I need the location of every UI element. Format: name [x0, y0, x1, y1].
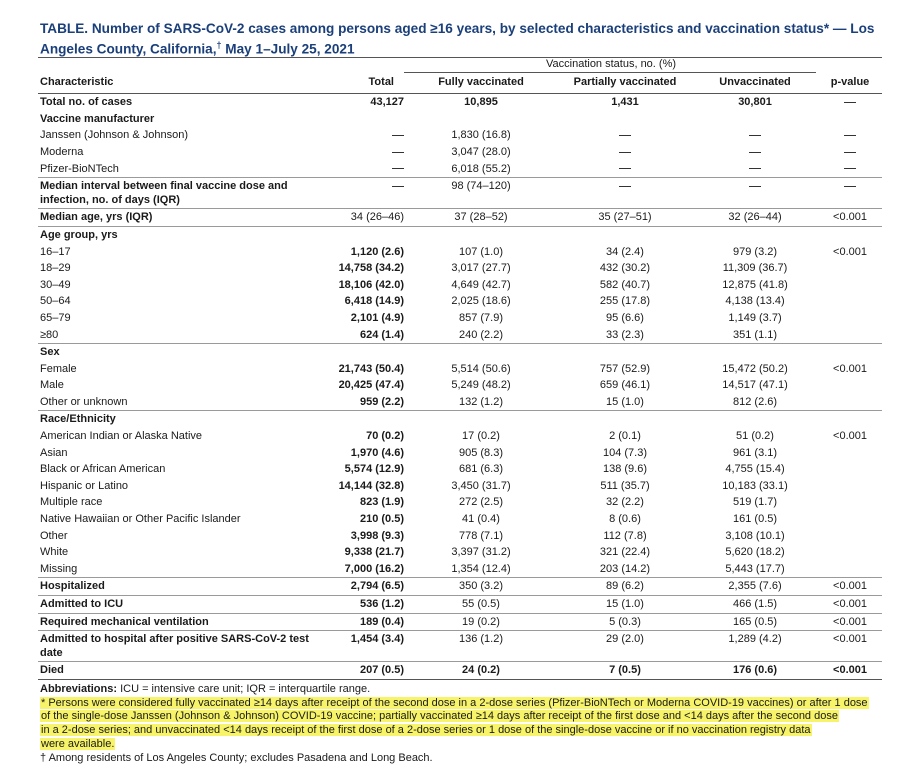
p-value-cell — [816, 528, 882, 545]
table-row — [38, 127, 882, 144]
total-cell: 6,418 (14.9) — [344, 295, 404, 308]
table-row — [38, 511, 882, 528]
empty-cell — [816, 226, 882, 243]
p-value-cell — [816, 144, 882, 161]
fully-vaccinated-cell: 3,047 (28.0) — [451, 145, 511, 158]
fully-vaccinated-cell: 55 (0.5) — [404, 596, 556, 614]
p-value-cell — [816, 310, 882, 327]
p-value-cell — [816, 161, 882, 178]
fully-vaccinated-cell: 3,397 (31.2) — [451, 546, 511, 559]
row-label: 16–17 — [40, 245, 71, 258]
em-dash — [844, 186, 856, 187]
unvaccinated-cell: 161 (0.5) — [733, 513, 778, 526]
total-cell: 536 (1.2) — [314, 596, 404, 614]
unvaccinated-cell: 5,443 (17.7) — [725, 562, 785, 575]
em-dash — [749, 186, 761, 187]
total-cell: 18,106 (42.0) — [338, 278, 404, 291]
p-value-cell — [816, 445, 882, 462]
header-row — [38, 73, 882, 94]
p-value-cell — [816, 260, 882, 277]
row-label: Native Hawaiian or Other Pacific Islander — [40, 513, 241, 526]
title-text: Number of SARS-CoV-2 cases among persons aged ≥16 years, by selected characteristics and vaccination status* — Los Angeles County, California, — [40, 21, 875, 57]
row-label: Janssen (Johnson & Johnson) — [40, 129, 188, 142]
em-dash — [844, 168, 856, 169]
vaccination-definition-note-line — [40, 710, 900, 724]
total-cell: 207 (0.5) — [314, 662, 404, 680]
table-row — [38, 94, 882, 111]
empty-cell — [692, 344, 816, 361]
partially-vaccinated-cell: 203 (14.2) — [599, 562, 651, 575]
table-row — [38, 310, 882, 327]
fully-vaccinated-cell: 3,450 (31.7) — [451, 479, 511, 492]
total-cell: 9,338 (21.7) — [344, 546, 404, 559]
partially-vaccinated-cell: 582 (40.7) — [599, 278, 651, 291]
p-value-cell — [816, 127, 882, 144]
fully-vaccinated-cell: 10,895 — [464, 96, 498, 109]
total-cell: 7,000 (16.2) — [344, 562, 404, 575]
fully-vaccinated-cell: 136 (1.2) — [404, 631, 556, 662]
em-dash — [392, 168, 404, 169]
unvaccinated-cell: 979 (3.2) — [733, 245, 778, 258]
p-value-cell — [816, 461, 882, 478]
empty-cell — [692, 411, 816, 428]
fully-vaccinated-cell: 240 (2.2) — [458, 328, 504, 341]
total-cell: 189 (0.4) — [314, 613, 404, 631]
group-heading: Vaccine manufacturer — [40, 112, 155, 125]
partially-vaccinated-cell: 34 (2.4) — [606, 245, 644, 258]
total-cell: 823 (1.9) — [359, 496, 404, 509]
p-value-cell — [816, 94, 882, 111]
partially-vaccinated-cell: 757 (52.9) — [599, 362, 651, 375]
table-row — [38, 613, 882, 631]
fully-vaccinated-cell: 24 (0.2) — [404, 662, 556, 680]
p-value-cell: <0.001 — [816, 662, 882, 680]
partially-vaccinated-cell: 2 (0.1) — [609, 430, 641, 443]
table-footnotes — [40, 683, 900, 765]
empty-cell — [816, 411, 882, 428]
row-label: White — [40, 546, 69, 559]
fully-vaccinated-cell: 98 (74–120) — [404, 178, 556, 209]
p-value-cell: <0.001 — [833, 245, 867, 258]
column-header-fully-vaccinated: Fully vaccinated — [438, 75, 524, 88]
table-row — [38, 544, 882, 561]
total-cell: 5,574 (12.9) — [344, 463, 404, 476]
unvaccinated-cell: 812 (2.6) — [733, 395, 778, 408]
residence-note: † Among residents of Los Angeles County; excludes Pasadena and Long Beach. — [40, 751, 433, 764]
partially-vaccinated-cell: 1,431 — [611, 96, 639, 109]
table-row — [38, 662, 882, 680]
row-label: Median age, yrs (IQR) — [38, 209, 314, 227]
empty-cell — [314, 411, 404, 428]
fully-vaccinated-cell: 778 (7.1) — [458, 529, 504, 542]
row-label: Moderna — [40, 145, 84, 158]
em-dash — [392, 135, 404, 136]
total-cell — [314, 127, 404, 144]
empty-cell — [692, 111, 816, 128]
row-label: Other or unknown — [40, 395, 128, 408]
fully-vaccinated-cell: 857 (7.9) — [458, 311, 504, 324]
row-label: Median interval between final vaccine dose and infection, no. of days (IQR) — [38, 178, 314, 209]
unvaccinated-cell: 15,472 (50.2) — [722, 362, 788, 375]
p-value-cell: <0.001 — [833, 362, 867, 375]
vaccination-definition-note-line — [40, 738, 900, 752]
table-row — [38, 327, 882, 344]
em-dash — [844, 135, 856, 136]
group-heading-row — [38, 344, 882, 361]
partially-vaccinated-cell — [556, 161, 692, 178]
row-label: Other — [40, 529, 68, 542]
row-label: Admitted to hospital after positive SARS-CoV-2 test date — [38, 631, 314, 662]
partially-vaccinated-cell: 432 (30.2) — [599, 262, 651, 275]
unvaccinated-cell: 519 (1.7) — [733, 496, 778, 509]
p-value-cell: <0.001 — [816, 613, 882, 631]
partially-vaccinated-cell — [556, 127, 692, 144]
fully-vaccinated-cell: 1,830 (16.8) — [451, 129, 511, 142]
fully-vaccinated-cell: 107 (1.0) — [458, 245, 504, 258]
table-row — [38, 461, 882, 478]
highlighted-text: of the single-dose Janssen (Johnson & Johnson) COVID-19 vaccine; partially vaccinated ≥14 days after receipt of the first dose and <14 days after the second dose — [41, 710, 838, 723]
vaccination-status-header: Vaccination status, no. (%) — [404, 58, 816, 72]
table-row — [38, 528, 882, 545]
em-dash — [392, 152, 404, 153]
row-label: ≥80 — [40, 328, 59, 341]
total-cell — [314, 178, 404, 209]
abbreviations-note — [40, 683, 900, 697]
title-prefix: TABLE. — [40, 21, 89, 36]
em-dash — [844, 152, 856, 153]
p-value-cell: <0.001 — [833, 430, 867, 443]
row-label: Hospitalized — [38, 578, 314, 596]
row-label: Multiple race — [40, 496, 103, 509]
total-cell: 1,120 (2.6) — [350, 245, 404, 258]
row-label: Male — [40, 379, 64, 392]
unvaccinated-cell: 51 (0.2) — [736, 430, 774, 443]
total-cell: 43,127 — [370, 96, 404, 109]
p-value-cell: <0.001 — [816, 596, 882, 614]
fully-vaccinated-cell: 350 (3.2) — [404, 578, 556, 596]
row-label: 50–64 — [40, 295, 71, 308]
table-row — [38, 293, 882, 310]
partially-vaccinated-cell: 104 (7.3) — [602, 446, 648, 459]
row-label: Required mechanical ventilation — [38, 613, 314, 631]
data-table — [38, 57, 882, 680]
row-label: Died — [38, 662, 314, 680]
highlighted-text: were available. — [41, 737, 115, 750]
partially-vaccinated-cell: 255 (17.8) — [599, 295, 651, 308]
unvaccinated-cell: 14,517 (47.1) — [722, 379, 788, 392]
unvaccinated-cell: 3,108 (10.1) — [725, 529, 785, 542]
unvaccinated-cell: 1,289 (4.2) — [692, 631, 816, 662]
column-header-p-value: p-value — [830, 75, 870, 88]
p-value-cell — [816, 394, 882, 411]
em-dash — [749, 135, 761, 136]
em-dash — [619, 168, 631, 169]
em-dash — [619, 186, 631, 187]
empty-cell — [556, 111, 692, 128]
total-cell: 3,998 (9.3) — [350, 529, 404, 542]
partially-vaccinated-cell: 8 (0.6) — [609, 513, 641, 526]
empty-cell — [314, 226, 404, 243]
fully-vaccinated-cell: 905 (8.3) — [458, 446, 504, 459]
table-row — [38, 445, 882, 462]
empty-cell — [816, 111, 882, 128]
abbreviations-text: ICU = intensive care unit; IQR = interquartile range. — [120, 683, 371, 695]
column-header-partially-vaccinated: Partially vaccinated — [573, 75, 677, 88]
p-value-cell — [816, 293, 882, 310]
fully-vaccinated-cell: 17 (0.2) — [462, 430, 500, 443]
p-value-cell — [816, 277, 882, 294]
unvaccinated-cell: 10,183 (33.1) — [722, 479, 788, 492]
empty-cell — [404, 411, 556, 428]
empty-cell — [816, 344, 882, 361]
row-label: Black or African American — [40, 463, 166, 476]
unvaccinated-cell: 961 (3.1) — [733, 446, 778, 459]
fully-vaccinated-cell: 4,649 (42.7) — [451, 278, 511, 291]
unvaccinated-cell: 11,309 (36.7) — [722, 262, 788, 275]
table-row — [38, 561, 882, 578]
table-row — [38, 277, 882, 294]
group-heading-row — [38, 411, 882, 428]
row-label: Asian — [40, 446, 68, 459]
column-header-total: Total — [368, 75, 394, 88]
total-cell — [314, 144, 404, 161]
empty-cell — [404, 111, 556, 128]
column-header-characteristic: Characteristic — [40, 75, 114, 88]
unvaccinated-cell: 5,620 (18.2) — [725, 546, 785, 559]
partially-vaccinated-cell: 138 (9.6) — [602, 463, 648, 476]
title-date: May 1–July 25, 2021 — [225, 41, 355, 57]
total-cell: 959 (2.2) — [359, 395, 404, 408]
unvaccinated-cell: 32 (26–44) — [692, 209, 816, 227]
p-value-cell — [816, 178, 882, 209]
table-row — [38, 494, 882, 511]
partially-vaccinated-cell: 7 (0.5) — [556, 662, 692, 680]
empty-cell — [692, 226, 816, 243]
unvaccinated-cell — [692, 178, 816, 209]
group-heading-row — [38, 111, 882, 128]
row-label: Female — [40, 362, 77, 375]
total-cell: 1,970 (4.6) — [350, 446, 404, 459]
table-row — [38, 596, 882, 614]
partially-vaccinated-cell: 15 (1.0) — [556, 596, 692, 614]
table-row — [38, 209, 882, 227]
highlighted-text: * Persons were considered fully vaccinated ≥14 days after receipt of the second dose in a 2-dose series (Pfizer-BioNTech or Moderna COVID-19 vaccines) or after 1 dose — [41, 696, 868, 709]
empty-cell — [556, 226, 692, 243]
total-cell: 34 (26–46) — [314, 209, 404, 227]
empty-cell — [314, 111, 404, 128]
partially-vaccinated-cell: 112 (7.8) — [603, 529, 647, 542]
unvaccinated-cell: 351 (1.1) — [733, 328, 778, 341]
p-value-cell — [816, 561, 882, 578]
unvaccinated-cell: 30,801 — [738, 96, 772, 109]
vaccination-definition-note-line — [40, 697, 900, 711]
row-label: American Indian or Alaska Native — [40, 430, 203, 443]
total-cell: 14,144 (32.8) — [338, 479, 404, 492]
unvaccinated-cell: 12,875 (41.8) — [722, 278, 788, 291]
partially-vaccinated-cell: 33 (2.3) — [606, 328, 644, 341]
partially-vaccinated-cell — [556, 178, 692, 209]
total-cell: 2,794 (6.5) — [314, 578, 404, 596]
unvaccinated-cell: 1,149 (3.7) — [728, 311, 782, 324]
table-row — [38, 578, 882, 596]
em-dash — [392, 186, 404, 187]
total-cell: 210 (0.5) — [359, 513, 404, 526]
p-value-cell: <0.001 — [816, 209, 882, 227]
partially-vaccinated-cell — [556, 144, 692, 161]
total-cell: 21,743 (50.4) — [338, 362, 404, 375]
partially-vaccinated-cell: 29 (2.0) — [556, 631, 692, 662]
abbreviations-label: Abbreviations: — [40, 683, 118, 695]
table-row — [38, 478, 882, 495]
fully-vaccinated-cell: 19 (0.2) — [404, 613, 556, 631]
fully-vaccinated-cell: 681 (6.3) — [458, 463, 504, 476]
table-row — [38, 244, 882, 261]
table-row — [38, 144, 882, 161]
empty-cell — [556, 344, 692, 361]
table-row — [38, 428, 882, 445]
total-cell: 624 (1.4) — [359, 328, 404, 341]
table-row — [38, 178, 882, 209]
vaccination-definition-note-line — [40, 724, 900, 738]
partially-vaccinated-cell: 95 (6.6) — [606, 311, 644, 324]
row-label: 30–49 — [40, 278, 71, 291]
table-row — [38, 260, 882, 277]
em-dash — [749, 152, 761, 153]
group-heading: Sex — [38, 344, 314, 361]
p-value-cell — [816, 327, 882, 344]
highlighted-text: in a 2-dose series; and unvaccinated <14 days receipt of the first dose of a 2-dose series or 1 dose of the single-dose vaccine or if no vaccination registry data — [41, 724, 811, 737]
empty-cell — [404, 344, 556, 361]
partially-vaccinated-cell: 5 (0.3) — [556, 613, 692, 631]
total-cell: 20,425 (47.4) — [338, 379, 404, 392]
p-value-cell — [816, 377, 882, 394]
em-dash — [844, 102, 856, 103]
group-heading: Race/Ethnicity — [38, 411, 314, 428]
title-dagger: † — [216, 40, 222, 50]
row-label: 65–79 — [40, 311, 71, 324]
unvaccinated-cell: 176 (0.6) — [692, 662, 816, 680]
row-label: 18–29 — [40, 262, 71, 275]
row-label: Hispanic or Latino — [40, 479, 129, 492]
empty-cell — [556, 411, 692, 428]
p-value-cell — [816, 494, 882, 511]
unvaccinated-cell: 2,355 (7.6) — [692, 578, 816, 596]
empty-cell — [314, 344, 404, 361]
fully-vaccinated-cell: 2,025 (18.6) — [451, 295, 511, 308]
total-cell: 1,454 (3.4) — [314, 631, 404, 662]
em-dash — [619, 135, 631, 136]
unvaccinated-cell: 4,138 (13.4) — [725, 295, 785, 308]
partially-vaccinated-cell: 89 (6.2) — [556, 578, 692, 596]
fully-vaccinated-cell: 1,354 (12.4) — [451, 562, 511, 575]
table-title — [40, 20, 900, 58]
fully-vaccinated-cell: 272 (2.5) — [458, 496, 504, 509]
unvaccinated-cell — [692, 144, 816, 161]
total-cell: 70 (0.2) — [366, 430, 404, 443]
em-dash — [619, 152, 631, 153]
fully-vaccinated-cell: 37 (28–52) — [404, 209, 556, 227]
fully-vaccinated-cell: 41 (0.4) — [462, 513, 500, 526]
total-cell — [314, 161, 404, 178]
unvaccinated-cell: 165 (0.5) — [692, 613, 816, 631]
total-cell: 14,758 (34.2) — [338, 262, 404, 275]
row-label: Total no. of cases — [40, 96, 133, 109]
fully-vaccinated-cell: 3,017 (27.7) — [451, 262, 511, 275]
empty-cell — [404, 226, 556, 243]
table-row — [38, 377, 882, 394]
p-value-cell — [816, 511, 882, 528]
partially-vaccinated-cell: 15 (1.0) — [606, 395, 644, 408]
em-dash — [749, 168, 761, 169]
column-header-unvaccinated: Unvaccinated — [719, 75, 791, 88]
unvaccinated-cell — [692, 161, 816, 178]
partially-vaccinated-cell: 35 (27–51) — [556, 209, 692, 227]
table-row — [38, 361, 882, 378]
fully-vaccinated-cell: 6,018 (55.2) — [451, 162, 511, 175]
table-row — [38, 394, 882, 411]
row-label: Admitted to ICU — [38, 596, 314, 614]
group-heading: Age group, yrs — [38, 226, 314, 243]
row-label: Pfizer-BioNTech — [40, 162, 119, 175]
fully-vaccinated-cell: 5,514 (50.6) — [451, 362, 511, 375]
partially-vaccinated-cell: 511 (35.7) — [600, 479, 650, 492]
table-row — [38, 161, 882, 178]
partially-vaccinated-cell: 659 (46.1) — [599, 379, 651, 392]
p-value-cell: <0.001 — [816, 631, 882, 662]
total-cell: 2,101 (4.9) — [350, 311, 404, 324]
group-heading-row — [38, 226, 882, 243]
table-row — [38, 631, 882, 662]
unvaccinated-cell: 4,755 (15.4) — [725, 463, 785, 476]
unvaccinated-cell — [692, 127, 816, 144]
p-value-cell: <0.001 — [816, 578, 882, 596]
partially-vaccinated-cell: 32 (2.2) — [606, 496, 644, 509]
row-label: Missing — [40, 562, 78, 575]
p-value-cell — [816, 544, 882, 561]
partially-vaccinated-cell: 321 (22.4) — [599, 546, 651, 559]
p-value-cell — [816, 478, 882, 495]
fully-vaccinated-cell: 132 (1.2) — [458, 395, 504, 408]
unvaccinated-cell: 466 (1.5) — [692, 596, 816, 614]
fully-vaccinated-cell: 5,249 (48.2) — [451, 379, 511, 392]
